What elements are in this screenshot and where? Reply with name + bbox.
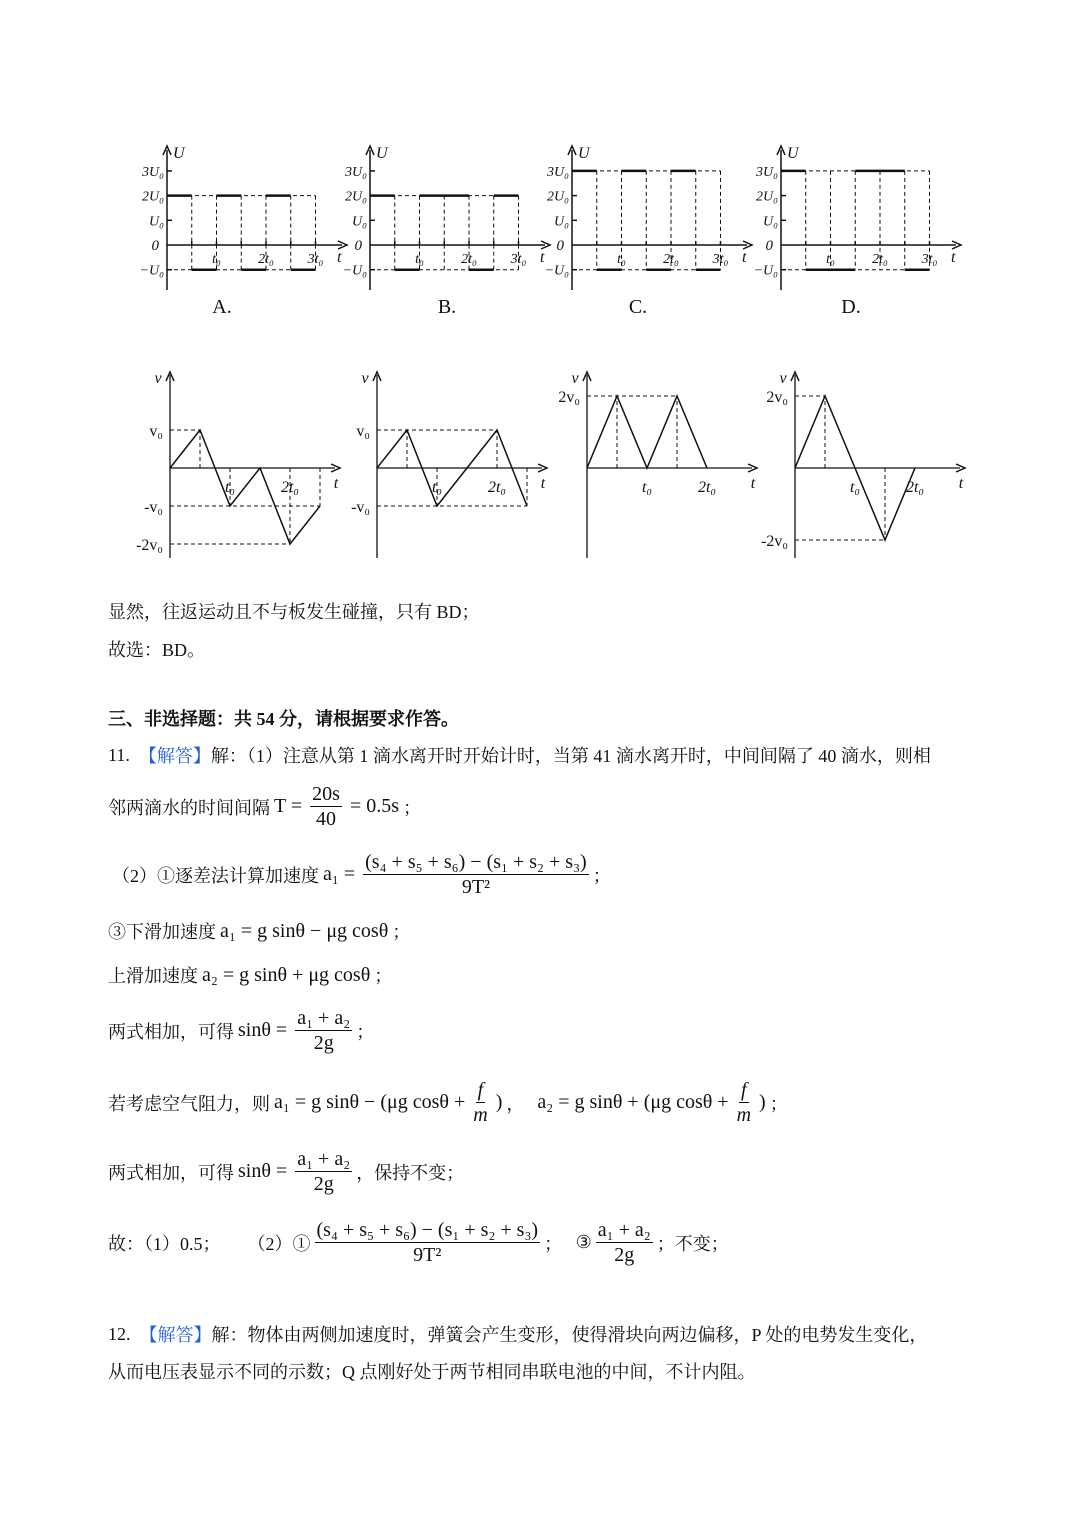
question-number: 11. xyxy=(108,744,130,765)
y-tick-label: -v₀ xyxy=(144,499,163,516)
option-label: D. xyxy=(841,296,861,318)
q11-answer-line xyxy=(108,1218,729,1267)
axis-label-t: t xyxy=(750,475,756,492)
text: ； xyxy=(403,797,421,818)
t-tick-label: t₀ xyxy=(415,252,424,267)
t-tick-label: t₀ xyxy=(212,252,221,267)
t-tick-label: t₀ xyxy=(431,479,443,496)
numerator: a₁ + a₂ xyxy=(297,1148,351,1170)
fraction xyxy=(363,850,589,899)
option-label: B. xyxy=(437,296,457,318)
equation: T = xyxy=(274,795,303,817)
t-tick-label: t₀ xyxy=(826,252,835,267)
text: 解：物体由两侧加速度时，弹簧会产生变形，使得滑块向两边偏移，P 处的电势发生变化， xyxy=(211,1325,928,1345)
option-label: C. xyxy=(628,296,648,318)
axis-label-v: v xyxy=(154,370,162,387)
question-number: 12. xyxy=(108,1323,131,1344)
section-title: 三、非选择题：共 54 分，请根据要求作答。 xyxy=(108,709,459,729)
equation: sinθ = xyxy=(238,1160,288,1182)
answer-tag: 【解答】 xyxy=(138,746,211,766)
fraction xyxy=(295,1147,352,1196)
y-tick-label: v₀ xyxy=(356,423,370,440)
axis-label-t: t xyxy=(958,475,964,492)
y-tick-label: -v₀ xyxy=(351,499,370,516)
t-tick-label: 2t₀ xyxy=(697,479,717,496)
fraction xyxy=(315,1218,541,1267)
text: 从而电压表显示不同的示数；Q 点刚好处于两节相同串联电池的中间，不计内阻。 xyxy=(108,1362,756,1382)
y-tick-label: 3U₀ xyxy=(756,164,778,180)
y-tick-label: -2v₀ xyxy=(136,537,163,554)
q12-line2 xyxy=(108,1358,756,1384)
t-tick-label: 2t₀ xyxy=(280,479,300,496)
q11-line7 xyxy=(108,1078,788,1127)
q11-line5 xyxy=(108,962,392,988)
axis-label-t: t xyxy=(951,249,956,266)
text: 两式相加，可得 xyxy=(108,1162,234,1183)
equation: a₁ = g sinθ − μg cosθ xyxy=(220,919,389,942)
text: ③下滑加速度 xyxy=(108,922,216,942)
fraction xyxy=(737,1078,751,1127)
t-tick-label: 3t₀ xyxy=(921,252,938,267)
y-tick-label: 2U₀ xyxy=(345,189,367,205)
denominator: 40 xyxy=(316,808,337,830)
equation: a₁ = g sinθ − (μg cosθ + xyxy=(274,1091,466,1113)
t-tick-label: 2t₀ xyxy=(663,252,679,267)
q11-line4 xyxy=(108,918,410,944)
t-tick-label: t₀ xyxy=(641,479,653,496)
q11-line6 xyxy=(108,1006,374,1055)
axis-label-u: U xyxy=(173,145,185,162)
text-line xyxy=(108,598,480,624)
axis-label-u: U xyxy=(578,145,590,162)
origin-label: 0 xyxy=(151,238,159,254)
text: ； xyxy=(374,966,393,986)
q11-line3 xyxy=(112,850,611,899)
t-tick-label: 2t₀ xyxy=(258,252,274,267)
axis-label-v: v xyxy=(571,370,579,387)
denominator: 9T² xyxy=(461,876,491,898)
axis-label-u: U xyxy=(376,145,388,162)
text: ，保持不变； xyxy=(356,1162,465,1183)
text: （2）①逐差法计算加速度 xyxy=(112,865,319,886)
denominator: m xyxy=(473,1104,488,1126)
axis-label-t: t xyxy=(333,475,339,492)
text: ； xyxy=(356,1021,375,1042)
numerator: a₁ + a₂ xyxy=(297,1007,351,1029)
text: （2）① xyxy=(247,1233,311,1254)
y-tick-label: −U₀ xyxy=(753,263,778,279)
text: 两式相加，可得 xyxy=(108,1021,234,1042)
text: ；不变； xyxy=(656,1233,729,1254)
denominator: 2g xyxy=(313,1173,334,1195)
text: 解：（1）注意从第 1 滴水离开时开始计时，当第 41 滴水离开时，中间间隔了 40 滴水，则相 xyxy=(210,746,931,766)
y-tick-label: 2v₀ xyxy=(558,389,580,406)
text: ) xyxy=(495,1091,503,1113)
figures xyxy=(0,0,1080,600)
y-tick-label: 3U₀ xyxy=(345,164,367,180)
y-tick-label: 3U₀ xyxy=(547,164,569,180)
text: ， xyxy=(506,1093,525,1114)
denominator: m xyxy=(736,1104,752,1126)
q11-line2 xyxy=(108,782,421,831)
y-tick-label: −U₀ xyxy=(139,263,164,279)
t-tick-label: t₀ xyxy=(849,479,861,496)
text: 若考虑空气阻力，则 xyxy=(108,1093,270,1114)
axis-label-t: t xyxy=(540,475,546,492)
numerator: f xyxy=(477,1079,484,1101)
equation: = 0.5s xyxy=(349,795,399,817)
y-tick-label: 2v₀ xyxy=(766,389,788,406)
equation: a₂ = g sinθ + μg cosθ xyxy=(202,963,371,986)
conclusion-text: 显然，往返运动且不与板发生碰撞，只有 BD； xyxy=(108,602,480,622)
axis-label-v: v xyxy=(779,370,787,387)
fraction xyxy=(473,1078,487,1127)
numerator: f xyxy=(741,1079,747,1101)
text: ； xyxy=(592,865,611,886)
y-tick-label: v₀ xyxy=(149,423,163,440)
fraction xyxy=(295,1006,352,1055)
equation: sinθ = xyxy=(238,1019,288,1041)
numerator: a₁ + a₂ xyxy=(597,1219,651,1241)
equation: a₂ = g sinθ + (μg cosθ + xyxy=(537,1091,729,1113)
y-tick-label: U₀ xyxy=(352,214,367,230)
numerator: 20s xyxy=(312,783,340,805)
t-tick-label: 2t₀ xyxy=(905,479,925,496)
t-tick-label: 3t₀ xyxy=(510,252,527,267)
text: ； xyxy=(392,922,411,942)
equation: a₁ = xyxy=(323,863,356,885)
y-tick-label: 3U₀ xyxy=(142,164,164,180)
y-tick-label: −U₀ xyxy=(342,263,367,279)
text: ； xyxy=(769,1093,788,1114)
text-line xyxy=(108,636,205,662)
q11-line1 xyxy=(108,742,931,768)
denominator: 2g xyxy=(313,1032,334,1054)
text: 上滑加速度 xyxy=(108,966,198,986)
q11-line8 xyxy=(108,1147,464,1196)
option-label: A. xyxy=(212,296,232,318)
text: ③ xyxy=(575,1232,592,1252)
axis-label-t: t xyxy=(337,249,342,266)
answer-text: 故选：BD。 xyxy=(108,640,206,660)
axis-label-u: U xyxy=(787,145,799,162)
text: 邻两滴水的时间间隔 xyxy=(108,797,270,818)
y-tick-label: U₀ xyxy=(763,214,778,230)
section-heading xyxy=(108,705,459,731)
origin-label: 0 xyxy=(354,238,362,254)
text: 故：（1）0.5； xyxy=(108,1233,221,1254)
y-tick-label: -2v₀ xyxy=(761,533,788,550)
axis-label-t: t xyxy=(540,249,545,266)
t-tick-label: 2t₀ xyxy=(872,252,888,267)
text: ) xyxy=(759,1091,766,1113)
numerator: (s₄ + s₅ + s₆) − (s₁ + s₂ + s₃) xyxy=(316,1219,539,1241)
fraction xyxy=(310,782,342,831)
origin-label: 0 xyxy=(765,238,773,254)
t-tick-label: 3t₀ xyxy=(712,252,729,267)
t-tick-label: t₀ xyxy=(617,252,626,267)
t-tick-label: 2t₀ xyxy=(461,252,477,267)
y-tick-label: U₀ xyxy=(554,214,569,230)
answer-tag: 【解答】 xyxy=(139,1325,212,1345)
denominator: 9T² xyxy=(413,1244,442,1266)
t-tick-label: 2t₀ xyxy=(487,479,507,496)
numerator: (s₄ + s₅ + s₆) − (s₁ + s₂ + s₃) xyxy=(365,851,587,873)
y-tick-label: 2U₀ xyxy=(547,189,569,205)
t-tick-label: t₀ xyxy=(224,479,236,496)
axis-label-t: t xyxy=(742,249,747,266)
velocity-curve xyxy=(587,396,707,468)
fraction xyxy=(596,1218,653,1267)
y-tick-label: −U₀ xyxy=(544,263,569,279)
y-tick-label: U₀ xyxy=(149,214,164,230)
y-tick-label: 2U₀ xyxy=(756,189,778,205)
text: ； xyxy=(544,1233,563,1254)
q12-line1 xyxy=(108,1321,927,1347)
y-tick-label: 2U₀ xyxy=(142,189,164,205)
axis-label-v: v xyxy=(361,370,369,387)
denominator: 2g xyxy=(614,1244,635,1266)
origin-label: 0 xyxy=(556,238,564,254)
t-tick-label: 3t₀ xyxy=(307,252,324,267)
